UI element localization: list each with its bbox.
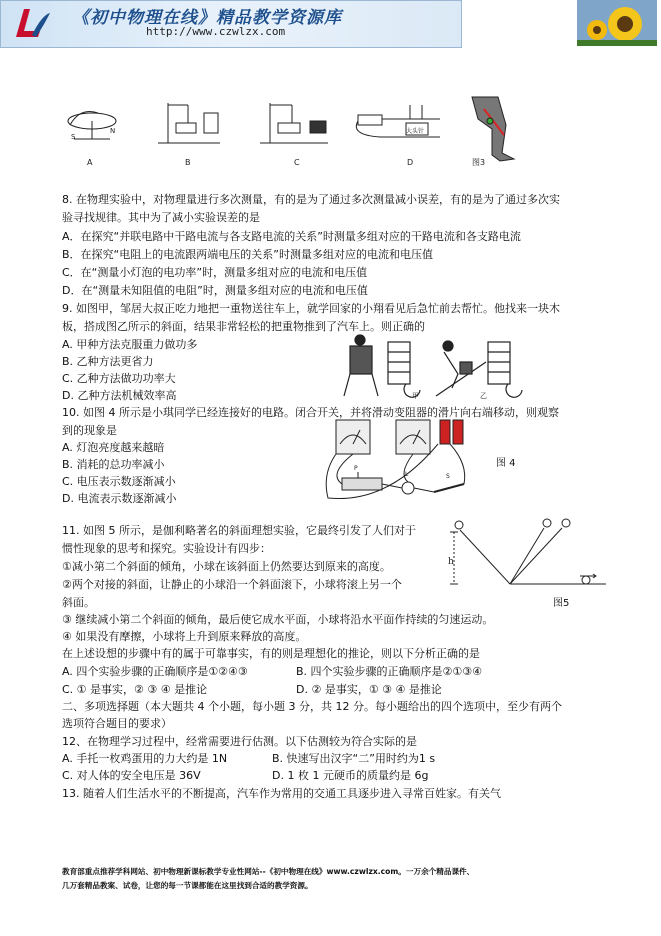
section2-line2: 选项符合题目的要求） xyxy=(62,717,172,730)
q12-option-b: B. 快速写出汉字“二”用时约为1 s xyxy=(272,752,436,765)
section2-line1: 二、多项选择题（本大题共 4 个小题，每小题 3 分，共 12 分。每小题给出的四个选项中，至少有两个 xyxy=(62,700,562,713)
q9-fig-label-jia: 甲 xyxy=(412,392,419,400)
figure-d-circuit xyxy=(356,105,440,137)
banner-url[interactable]: http://www.czwlzx.com xyxy=(146,25,286,38)
figure-3-leg xyxy=(472,97,514,161)
q9-figure-incline xyxy=(340,332,526,400)
q9-option-b: B. 乙种方法更省力 xyxy=(62,355,154,368)
q9-fig-label-yi: 乙 xyxy=(480,392,487,400)
q8-stem-line1: 8. 在物理实验中，对物理量进行多次测量，有的是为了通过多次测量减小误差，有的是为了通过多次实 xyxy=(62,193,560,206)
q10-figure-circuit xyxy=(318,414,478,506)
q10-option-b: B. 消耗的总功率减小 xyxy=(62,458,165,471)
q12-option-c: C. 对人体的安全电压是 36V xyxy=(62,769,201,782)
figure-label-a: A xyxy=(87,158,93,167)
q8-option-d: D．在“测量未知阻值的电阻”时，测量多组对应的电流和电压值 xyxy=(62,284,368,297)
q10-fig-letter-p: P xyxy=(354,465,358,472)
q12-stem: 12、在物理学习过程中，经常需要进行估测。以下估测较为符合实际的是 xyxy=(62,735,417,748)
figure-label-3: 图3 xyxy=(472,158,486,167)
q10-fig-letter-s: S xyxy=(446,473,450,480)
q11-line7: ④ 如果没有摩擦，小球将上升到原来释放的高度。 xyxy=(62,630,307,643)
q11-option-a: A. 四个实验步骤的正确顺序是①②④③ xyxy=(62,665,248,678)
q9-option-c: C. 乙种方法做功功率大 xyxy=(62,372,176,385)
header-banner xyxy=(0,0,462,48)
q9-stem-line1: 9. 如图甲，邹居大叔正吃力地把一重物送往车上，就学回家的小翔看见后急忙前去帮忙。他找来一块木 xyxy=(62,302,560,315)
q11-option-d: D. ② 是事实，① ③ ④ 是推论 xyxy=(296,683,442,696)
q11-option-c: C. ① 是事实，② ③ ④ 是推论 xyxy=(62,683,208,696)
figure-row-experiments xyxy=(60,95,530,170)
q11-line4: ②两个对接的斜面，让静止的小球沿一个斜面滚下，小球将滚上另一个 xyxy=(62,578,402,591)
q11-line6: ③ 继续减小第二个斜面的倾角，最后使它成水平面，小球将沿水平面作持续的匀速运动。 xyxy=(62,613,494,626)
q8-option-a: A．在探究“并联电路中干路电流与各支路电流的关系”时测量多组对应的干路电流和各支路电流 xyxy=(62,230,521,243)
figure-c-stand xyxy=(260,103,328,143)
q13-stem: 13. 随着人们生活水平的不断提高，汽车作为常用的交通工具逐步进入寻常百姓家。有关气 xyxy=(62,787,501,800)
q10-option-a: A. 灯泡亮度越来越暗 xyxy=(62,441,165,454)
q8-stem-line2: 验寻找规律。其中为了减小实验误差的是 xyxy=(62,211,260,224)
q8-option-b: B．在探究“电阻上的电流跟两端电压的关系”时测量多组对应的电流和电压值 xyxy=(62,248,433,261)
q11-line2: 惯性现象的思考和探究。实验设计有四步： xyxy=(62,542,271,555)
q9-option-d: D. 乙种方法机械效率高 xyxy=(62,389,177,402)
q9-option-a: A. 甲种方法克服重力做功多 xyxy=(62,338,198,351)
footer-line1: 教育部重点推荐学科网站、初中物理新课标教学专业性网站--《初中物理在线》www.czwlzx.com。一万余个精品课件、 xyxy=(62,867,475,876)
banner-title: 《初中物理在线》精品教学资源库 xyxy=(72,8,342,28)
q10-stem-line1: 10. 如图 4 所示是小琪同学已经连接好的电路。闭合开关，并将滑动变阻器的滑片向右端移动，则观察 xyxy=(62,406,559,419)
svg-text:N: N xyxy=(110,127,116,135)
figure-label-b: B xyxy=(185,158,191,167)
q11-line5: 斜面。 xyxy=(62,596,95,609)
figure-d-text: 大头针 xyxy=(406,128,425,135)
q11-line8: 在上述设想的步骤中有的属于可靠事实，有的则是理想化的推论，则以下分析正确的是 xyxy=(62,647,480,660)
q10-fig-label: 图 4 xyxy=(496,458,516,469)
q11-fig-label: 图5 xyxy=(553,598,570,609)
q10-fig-letter-l: L xyxy=(405,471,409,478)
q10-option-c: C. 电压表示数逐渐减小 xyxy=(62,475,176,488)
q11-line1: 11. 如图 5 所示，是伽利略著名的斜面理想实验，它最终引发了人们对于 xyxy=(62,524,416,537)
q10-option-d: D. 电流表示数逐渐减小 xyxy=(62,492,177,505)
figure-label-d: D xyxy=(407,158,414,167)
footer-line2: 几万套精品教案、试卷，让您的每一节课都能在这里找到合适的教学资源。 xyxy=(62,881,313,890)
q11-option-b: B. 四个实验步骤的正确顺序是②①③④ xyxy=(296,665,482,678)
q12-option-a: A. 手托一枚鸡蛋用的力大约是 1N xyxy=(62,752,228,765)
q11-fig-h: h xyxy=(448,557,454,567)
site-logo-icon xyxy=(12,5,52,41)
q8-option-c: C．在“测量小灯泡的电功率”时，测量多组对应的电流和电压值 xyxy=(62,266,368,279)
q11-line3: ①减小第二个斜面的倾角，小球在该斜面上仍然要达到原来的高度。 xyxy=(62,560,391,573)
figure-b-stand xyxy=(158,103,220,143)
q9-stem-line2: 板，搭成图乙所示的斜面，结果非常轻松的把重物推到了汽车上。则正确的 xyxy=(62,320,425,333)
q12-option-d: D. 1 枚 1 元硬币的质量约是 6g xyxy=(272,769,429,782)
q10-stem-line2: 到的现象是 xyxy=(62,424,117,437)
svg-text:S: S xyxy=(71,133,76,141)
q11-figure-inclines xyxy=(446,518,616,590)
figure-label-c: C xyxy=(294,158,300,167)
